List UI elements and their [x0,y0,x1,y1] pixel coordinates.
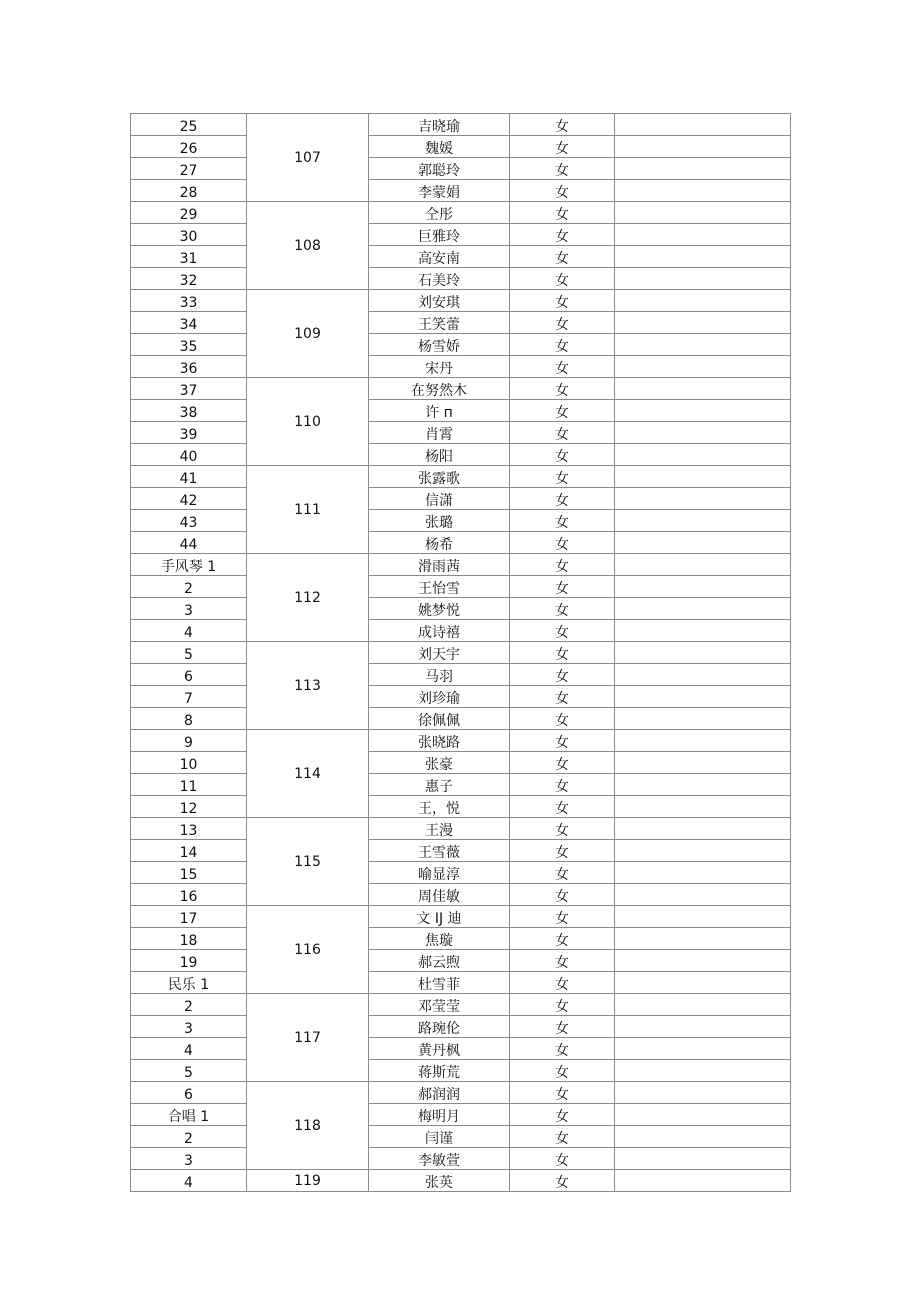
table-row [131,774,791,796]
seq-number-cell: 26 [131,136,247,158]
gender-cell: 女 [510,840,615,862]
student-name-cell: 肖霄 [369,422,510,444]
seq-number-cell: 44 [131,532,247,554]
remarks-cell [615,1148,791,1170]
seq-number-cell: 5 [131,1060,247,1082]
remarks-cell [615,1104,791,1126]
gender-cell: 女 [510,796,615,818]
student-name-cell: 文 IJ 迪 [369,906,510,928]
table-row [131,290,791,312]
seq-number-cell: 2 [131,994,247,1016]
remarks-cell [615,1038,791,1060]
table-row [131,268,791,290]
table-row [131,664,791,686]
student-name-cell: 蒋斯荒 [369,1060,510,1082]
student-name-cell: 周佳敏 [369,884,510,906]
remarks-cell [615,180,791,202]
gender-cell: 女 [510,730,615,752]
seq-number-cell: 39 [131,422,247,444]
student-name-cell: 张露歌 [369,466,510,488]
remarks-cell [615,972,791,994]
table-row [131,356,791,378]
table-row [131,1170,791,1192]
remarks-cell [615,906,791,928]
gender-cell: 女 [510,664,615,686]
table-row [131,994,791,1016]
gender-cell: 女 [510,268,615,290]
remarks-cell [615,950,791,972]
table-row [131,598,791,620]
seq-number-cell: 民乐 1 [131,972,247,994]
student-name-cell: 郝云煦 [369,950,510,972]
student-name-cell: 王笑蕾 [369,312,510,334]
gender-cell: 女 [510,686,615,708]
seq-number-cell: 43 [131,510,247,532]
table-row [131,686,791,708]
room-number-cell: 113 [247,642,369,730]
gender-cell: 女 [510,554,615,576]
student-name-cell: 信潇 [369,488,510,510]
student-name-cell: 宋丹 [369,356,510,378]
remarks-cell [615,466,791,488]
seq-number-cell: 33 [131,290,247,312]
remarks-cell [615,290,791,312]
remarks-cell [615,444,791,466]
seq-number-cell: 4 [131,1038,247,1060]
gender-cell: 女 [510,1038,615,1060]
student-name-cell: 许 п [369,400,510,422]
seq-number-cell: 8 [131,708,247,730]
remarks-cell [615,224,791,246]
gender-cell: 女 [510,1170,615,1192]
seq-number-cell: 11 [131,774,247,796]
gender-cell: 女 [510,1104,615,1126]
seq-number-cell: 3 [131,1148,247,1170]
table-row [131,1104,791,1126]
seq-number-cell: 42 [131,488,247,510]
student-name-cell: 梅明月 [369,1104,510,1126]
table-row [131,246,791,268]
remarks-cell [615,840,791,862]
gender-cell: 女 [510,928,615,950]
remarks-cell [615,356,791,378]
remarks-cell [615,928,791,950]
gender-cell: 女 [510,1082,615,1104]
seq-number-cell: 3 [131,598,247,620]
student-name-cell: 李蒙娟 [369,180,510,202]
seq-number-cell: 6 [131,1082,247,1104]
student-name-cell: 惠子 [369,774,510,796]
gender-cell: 女 [510,290,615,312]
gender-cell: 女 [510,334,615,356]
gender-cell: 女 [510,180,615,202]
remarks-cell [615,730,791,752]
student-name-cell: 刘珍瑜 [369,686,510,708]
seq-number-cell: 17 [131,906,247,928]
seq-number-cell: 31 [131,246,247,268]
student-name-cell: 马羽 [369,664,510,686]
table-row [131,466,791,488]
gender-cell: 女 [510,642,615,664]
gender-cell: 女 [510,972,615,994]
gender-cell: 女 [510,1148,615,1170]
seq-number-cell: 38 [131,400,247,422]
remarks-cell [615,818,791,840]
gender-cell: 女 [510,906,615,928]
seq-number-cell: 3 [131,1016,247,1038]
seq-number-cell: 2 [131,576,247,598]
gender-cell: 女 [510,532,615,554]
table-row [131,928,791,950]
remarks-cell [615,598,791,620]
seq-number-cell: 16 [131,884,247,906]
remarks-cell [615,488,791,510]
student-name-cell: 高安南 [369,246,510,268]
table-row [131,576,791,598]
table-row [131,752,791,774]
gender-cell: 女 [510,202,615,224]
gender-cell: 女 [510,620,615,642]
student-name-cell: 吉晓瑜 [369,114,510,136]
table-row [131,422,791,444]
student-name-cell: 成诗禧 [369,620,510,642]
student-name-cell: 王怡雪 [369,576,510,598]
gender-cell: 女 [510,136,615,158]
student-name-cell: 邓莹莹 [369,994,510,1016]
table-row [131,730,791,752]
gender-cell: 女 [510,158,615,180]
remarks-cell [615,532,791,554]
seq-number-cell: 手风琴 1 [131,554,247,576]
gender-cell: 女 [510,1126,615,1148]
student-name-cell: 杨雪娇 [369,334,510,356]
seq-number-cell: 14 [131,840,247,862]
seq-number-cell: 15 [131,862,247,884]
room-number-cell: 118 [247,1082,369,1170]
table-row [131,510,791,532]
gender-cell: 女 [510,708,615,730]
student-name-cell: 郝润润 [369,1082,510,1104]
remarks-cell [615,268,791,290]
student-name-cell: 闫谨 [369,1126,510,1148]
student-name-cell: 张英 [369,1170,510,1192]
remarks-cell [615,1126,791,1148]
remarks-cell [615,642,791,664]
gender-cell: 女 [510,444,615,466]
remarks-cell [615,686,791,708]
seq-number-cell: 27 [131,158,247,180]
remarks-cell [615,884,791,906]
table-row [131,862,791,884]
seq-number-cell: 35 [131,334,247,356]
gender-cell: 女 [510,510,615,532]
table-row [131,1038,791,1060]
gender-cell: 女 [510,312,615,334]
seq-number-cell: 4 [131,1170,247,1192]
table-row [131,180,791,202]
student-name-cell: 王雪薇 [369,840,510,862]
student-name-cell: 姚梦悦 [369,598,510,620]
remarks-cell [615,334,791,356]
gender-cell: 女 [510,224,615,246]
gender-cell: 女 [510,246,615,268]
table-row [131,950,791,972]
seq-number-cell: 9 [131,730,247,752]
table-row [131,884,791,906]
table-row [131,488,791,510]
room-number-cell: 115 [247,818,369,906]
remarks-cell [615,158,791,180]
remarks-cell [615,400,791,422]
table-row [131,1060,791,1082]
gender-cell: 女 [510,752,615,774]
student-name-cell: 张晓路 [369,730,510,752]
student-name-cell: 王，悦 [369,796,510,818]
seq-number-cell: 4 [131,620,247,642]
gender-cell: 女 [510,466,615,488]
remarks-cell [615,1170,791,1192]
table-row [131,1082,791,1104]
room-number-cell: 119 [247,1170,369,1192]
student-name-cell: 杨希 [369,532,510,554]
gender-cell: 女 [510,378,615,400]
gender-cell: 女 [510,950,615,972]
roster-table [130,113,791,1192]
table-row [131,708,791,730]
remarks-cell [615,114,791,136]
table-row [131,840,791,862]
remarks-cell [615,796,791,818]
seq-number-cell: 29 [131,202,247,224]
table-row [131,906,791,928]
remarks-cell [615,510,791,532]
student-name-cell: 杜雪菲 [369,972,510,994]
room-number-cell: 110 [247,378,369,466]
remarks-cell [615,708,791,730]
remarks-cell [615,312,791,334]
table-row [131,818,791,840]
seq-number-cell: 25 [131,114,247,136]
remarks-cell [615,1082,791,1104]
seq-number-cell: 41 [131,466,247,488]
gender-cell: 女 [510,1060,615,1082]
seq-number-cell: 6 [131,664,247,686]
room-number-cell: 107 [247,114,369,202]
gender-cell: 女 [510,774,615,796]
student-name-cell: 张豪 [369,752,510,774]
room-number-cell: 116 [247,906,369,994]
seq-number-cell: 34 [131,312,247,334]
room-number-cell: 112 [247,554,369,642]
seq-number-cell: 5 [131,642,247,664]
table-row [131,444,791,466]
seq-number-cell: 18 [131,928,247,950]
gender-cell: 女 [510,884,615,906]
remarks-cell [615,862,791,884]
remarks-cell [615,136,791,158]
gender-cell: 女 [510,356,615,378]
student-name-cell: 在努然木 [369,378,510,400]
student-name-cell: 徐佩佩 [369,708,510,730]
student-name-cell: 杨阳 [369,444,510,466]
seq-number-cell: 12 [131,796,247,818]
student-name-cell: 张璐 [369,510,510,532]
room-number-cell: 111 [247,466,369,554]
student-name-cell: 刘天宇 [369,642,510,664]
seq-number-cell: 19 [131,950,247,972]
remarks-cell [615,994,791,1016]
gender-cell: 女 [510,818,615,840]
seq-number-cell: 13 [131,818,247,840]
student-name-cell: 焦璇 [369,928,510,950]
table-row [131,202,791,224]
table-row [131,1148,791,1170]
remarks-cell [615,246,791,268]
table-row [131,136,791,158]
gender-cell: 女 [510,598,615,620]
remarks-cell [615,378,791,400]
gender-cell: 女 [510,488,615,510]
room-number-cell: 114 [247,730,369,818]
student-name-cell: 李敏萱 [369,1148,510,1170]
table-row [131,312,791,334]
student-name-cell: 石美玲 [369,268,510,290]
student-name-cell: 滑雨茜 [369,554,510,576]
table-row [131,158,791,180]
table-row [131,642,791,664]
remarks-cell [615,620,791,642]
room-number-cell: 108 [247,202,369,290]
roster-body [131,114,791,1192]
gender-cell: 女 [510,114,615,136]
student-name-cell: 魏媛 [369,136,510,158]
gender-cell: 女 [510,1016,615,1038]
remarks-cell [615,422,791,444]
gender-cell: 女 [510,576,615,598]
seq-number-cell: 32 [131,268,247,290]
gender-cell: 女 [510,862,615,884]
table-row [131,1016,791,1038]
seq-number-cell: 37 [131,378,247,400]
student-name-cell: 喻显淳 [369,862,510,884]
remarks-cell [615,1060,791,1082]
table-row [131,796,791,818]
gender-cell: 女 [510,400,615,422]
remarks-cell [615,554,791,576]
gender-cell: 女 [510,994,615,1016]
seq-number-cell: 7 [131,686,247,708]
table-row [131,224,791,246]
table-row [131,114,791,136]
gender-cell: 女 [510,422,615,444]
seq-number-cell: 合唱 1 [131,1104,247,1126]
table-row [131,400,791,422]
seq-number-cell: 36 [131,356,247,378]
student-name-cell: 刘安琪 [369,290,510,312]
seq-number-cell: 30 [131,224,247,246]
room-number-cell: 109 [247,290,369,378]
table-row [131,1126,791,1148]
table-row [131,554,791,576]
remarks-cell [615,664,791,686]
student-name-cell: 巨雅玲 [369,224,510,246]
remarks-cell [615,774,791,796]
table-row [131,532,791,554]
remarks-cell [615,1016,791,1038]
room-number-cell: 117 [247,994,369,1082]
remarks-cell [615,576,791,598]
student-name-cell: 郭聪玲 [369,158,510,180]
student-name-cell: 仝彤 [369,202,510,224]
table-row [131,378,791,400]
student-name-cell: 王漫 [369,818,510,840]
seq-number-cell: 2 [131,1126,247,1148]
seq-number-cell: 10 [131,752,247,774]
seq-number-cell: 40 [131,444,247,466]
seq-number-cell: 28 [131,180,247,202]
remarks-cell [615,202,791,224]
table-row [131,334,791,356]
table-row [131,620,791,642]
table-row [131,972,791,994]
remarks-cell [615,752,791,774]
student-name-cell: 黄丹枫 [369,1038,510,1060]
student-name-cell: 路琬伦 [369,1016,510,1038]
